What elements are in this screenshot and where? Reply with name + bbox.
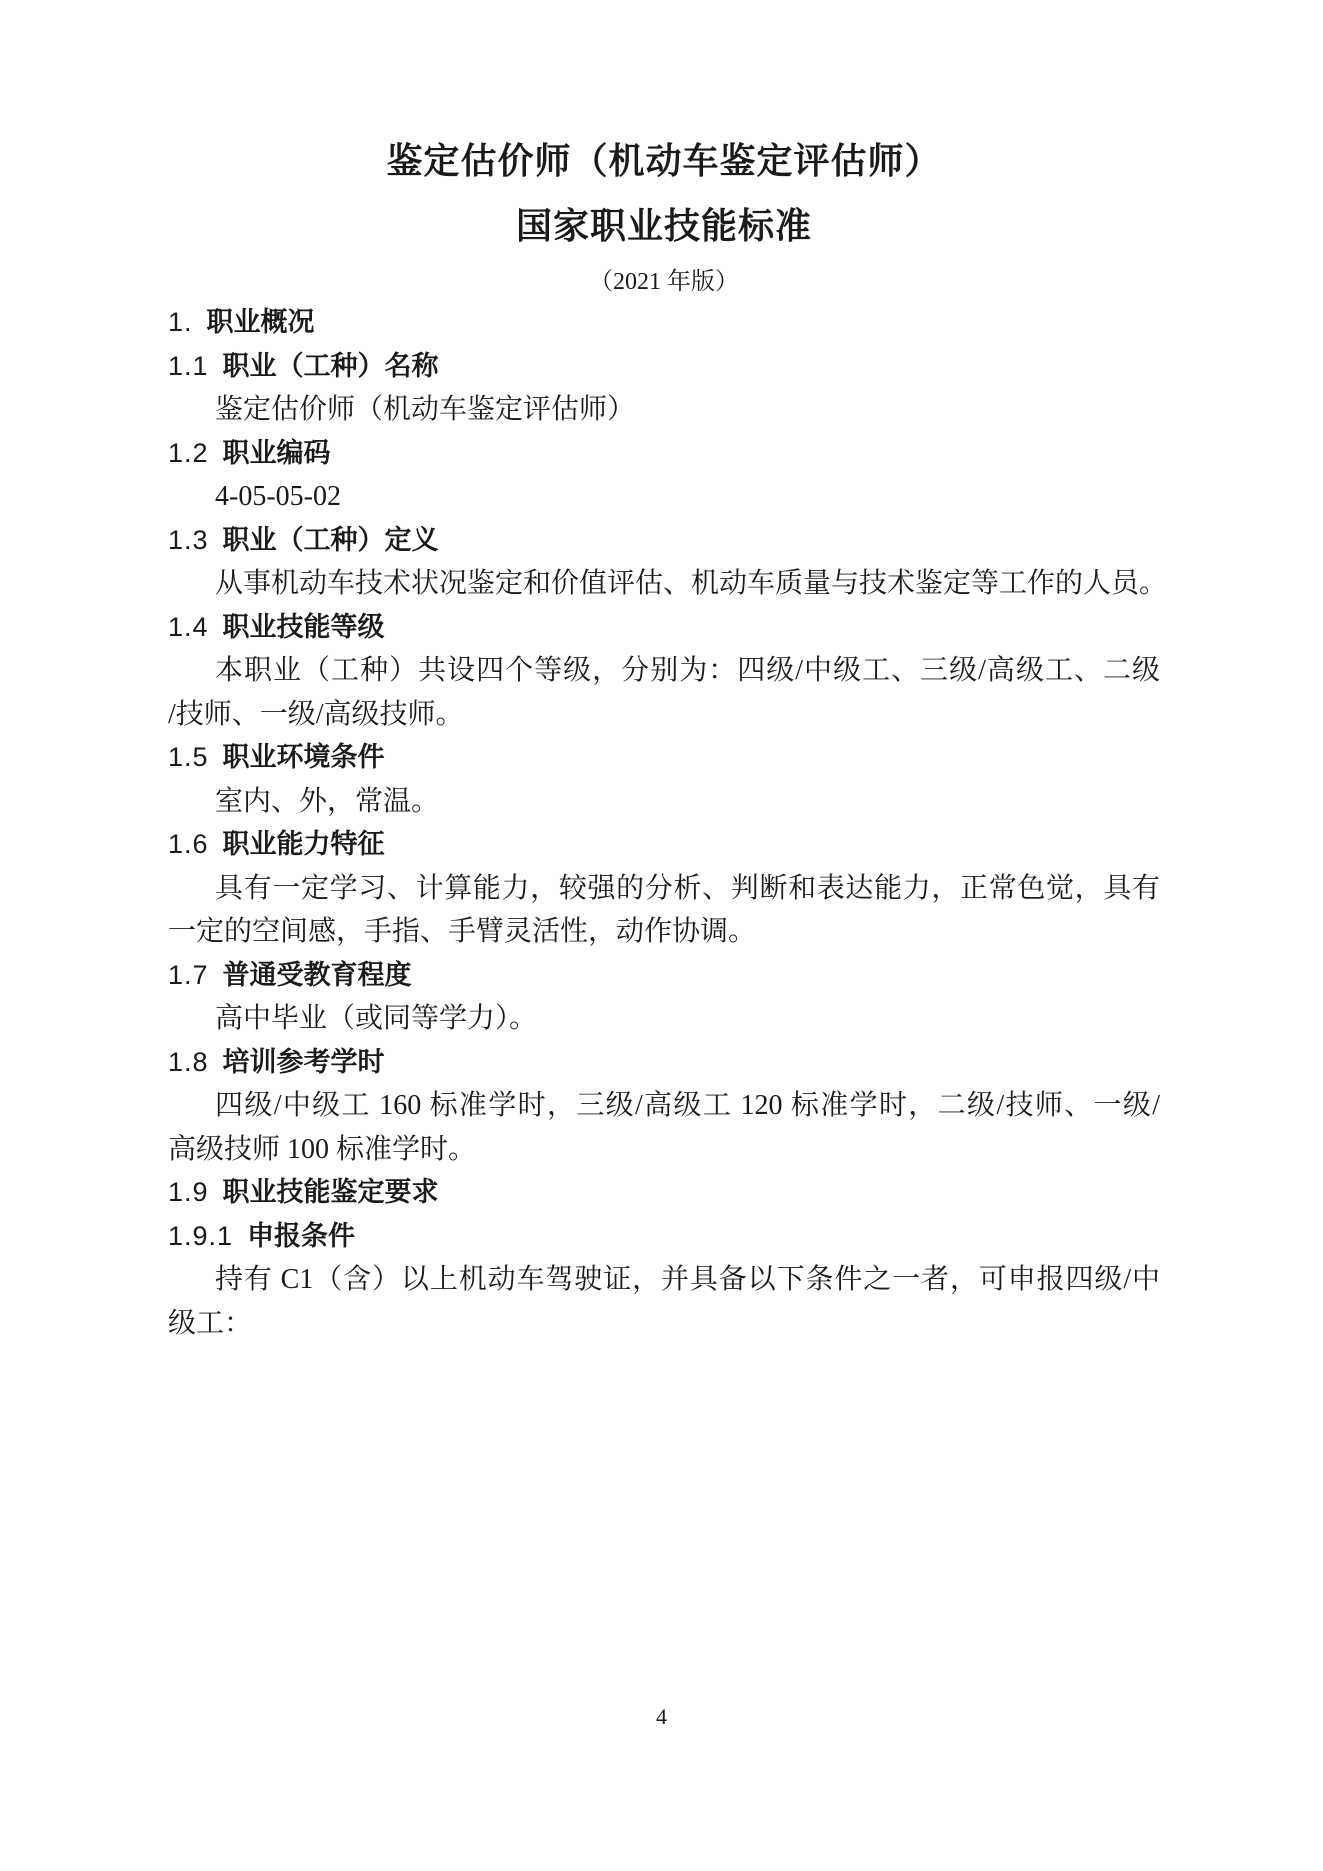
body-line-occupation-name: 鉴定估价师（机动车鉴定评估师） [215, 394, 636, 425]
document-title-line-2: 国家职业技能标准 [515, 205, 812, 246]
body-line-application-1: 持有 C1（含）以上机动车驾驶证，并具备以下条件之一者，可申报四级/中 [215, 1264, 1160, 1295]
body-line-skill-levels-2: /技师、一级/高级技师。 [168, 698, 464, 730]
body-line-training-hours-2: 高级技师 100 标准学时。 [168, 1133, 477, 1165]
section-heading-1-3 [168, 519, 1160, 563]
section-heading-1-5 [168, 736, 1160, 780]
heading-number: 1.9 [168, 1177, 209, 1207]
heading-label: 职业环境条件 [222, 742, 385, 772]
heading-label: 职业（工种）定义 [222, 524, 439, 555]
section-heading-1-1 [168, 345, 1160, 389]
section-heading-1-2 [168, 432, 1160, 476]
page-number: 4 [656, 1704, 667, 1729]
document-title-line-1: 鉴定估价师（机动车鉴定评估师） [386, 140, 942, 181]
heading-label: 申报条件 [247, 1220, 356, 1251]
document-body [168, 301, 1168, 1345]
heading-label: 职业技能等级 [222, 611, 385, 642]
heading-number: 1.3 [168, 524, 209, 555]
heading-number: 1.4 [168, 611, 209, 642]
heading-number: 1.9.1 [168, 1220, 234, 1251]
heading-label: 培训参考学时 [222, 1046, 385, 1077]
section-heading-1-9 [168, 1171, 1160, 1215]
heading-number: 1.6 [168, 829, 209, 859]
body-line-training-hours-1: 四级/中级工 160 标准学时，三级/高级工 120 标准学时，二级/技师、一级/ [215, 1090, 1160, 1121]
section-heading-1-9-1 [168, 1215, 1160, 1259]
section-heading-1-8 [168, 1041, 1160, 1085]
body-line-ability-1: 具有一定学习、计算能力，较强的分析、判断和表达能力，正常色觉，具有 [215, 872, 1160, 904]
heading-number: 1.7 [168, 959, 209, 990]
heading-number: 1.5 [168, 742, 209, 772]
edition-label: （2021 年版） [589, 269, 739, 295]
heading-label: 职业编码 [222, 437, 331, 468]
body-line-ability-2: 一定的空间感，手指、手臂灵活性，动作协调。 [168, 916, 757, 947]
body-line-skill-levels-1: 本职业（工种）共设四个等级，分别为：四级/中级工、三级/高级工、二级 [215, 655, 1160, 686]
heading-number: 1.2 [168, 437, 209, 468]
heading-number: 1. [168, 307, 193, 337]
body-line-definition: 从事机动车技术状况鉴定和价值评估、机动车质量与技术鉴定等工作的人员。 [215, 568, 1168, 599]
heading-number: 1.8 [168, 1046, 209, 1077]
heading-label: 职业能力特征 [222, 829, 385, 859]
body-line-environment: 室内、外，常温。 [215, 785, 440, 817]
heading-label: 普通受教育程度 [222, 959, 412, 990]
section-heading-1 [168, 301, 1160, 345]
section-heading-1-4 [168, 606, 1160, 650]
body-line-education: 高中毕业（或同等学力）。 [215, 1003, 538, 1034]
heading-number: 1.1 [168, 350, 209, 381]
body-line-occupation-code: 4-05-05-02 [215, 481, 341, 512]
heading-label: 职业技能鉴定要求 [222, 1177, 439, 1207]
section-heading-1-6 [168, 823, 1160, 867]
section-heading-1-7 [168, 954, 1160, 998]
body-line-application-2: 级工： [168, 1307, 253, 1339]
heading-label: 职业概况 [206, 307, 315, 337]
heading-label: 职业（工种）名称 [222, 350, 439, 381]
